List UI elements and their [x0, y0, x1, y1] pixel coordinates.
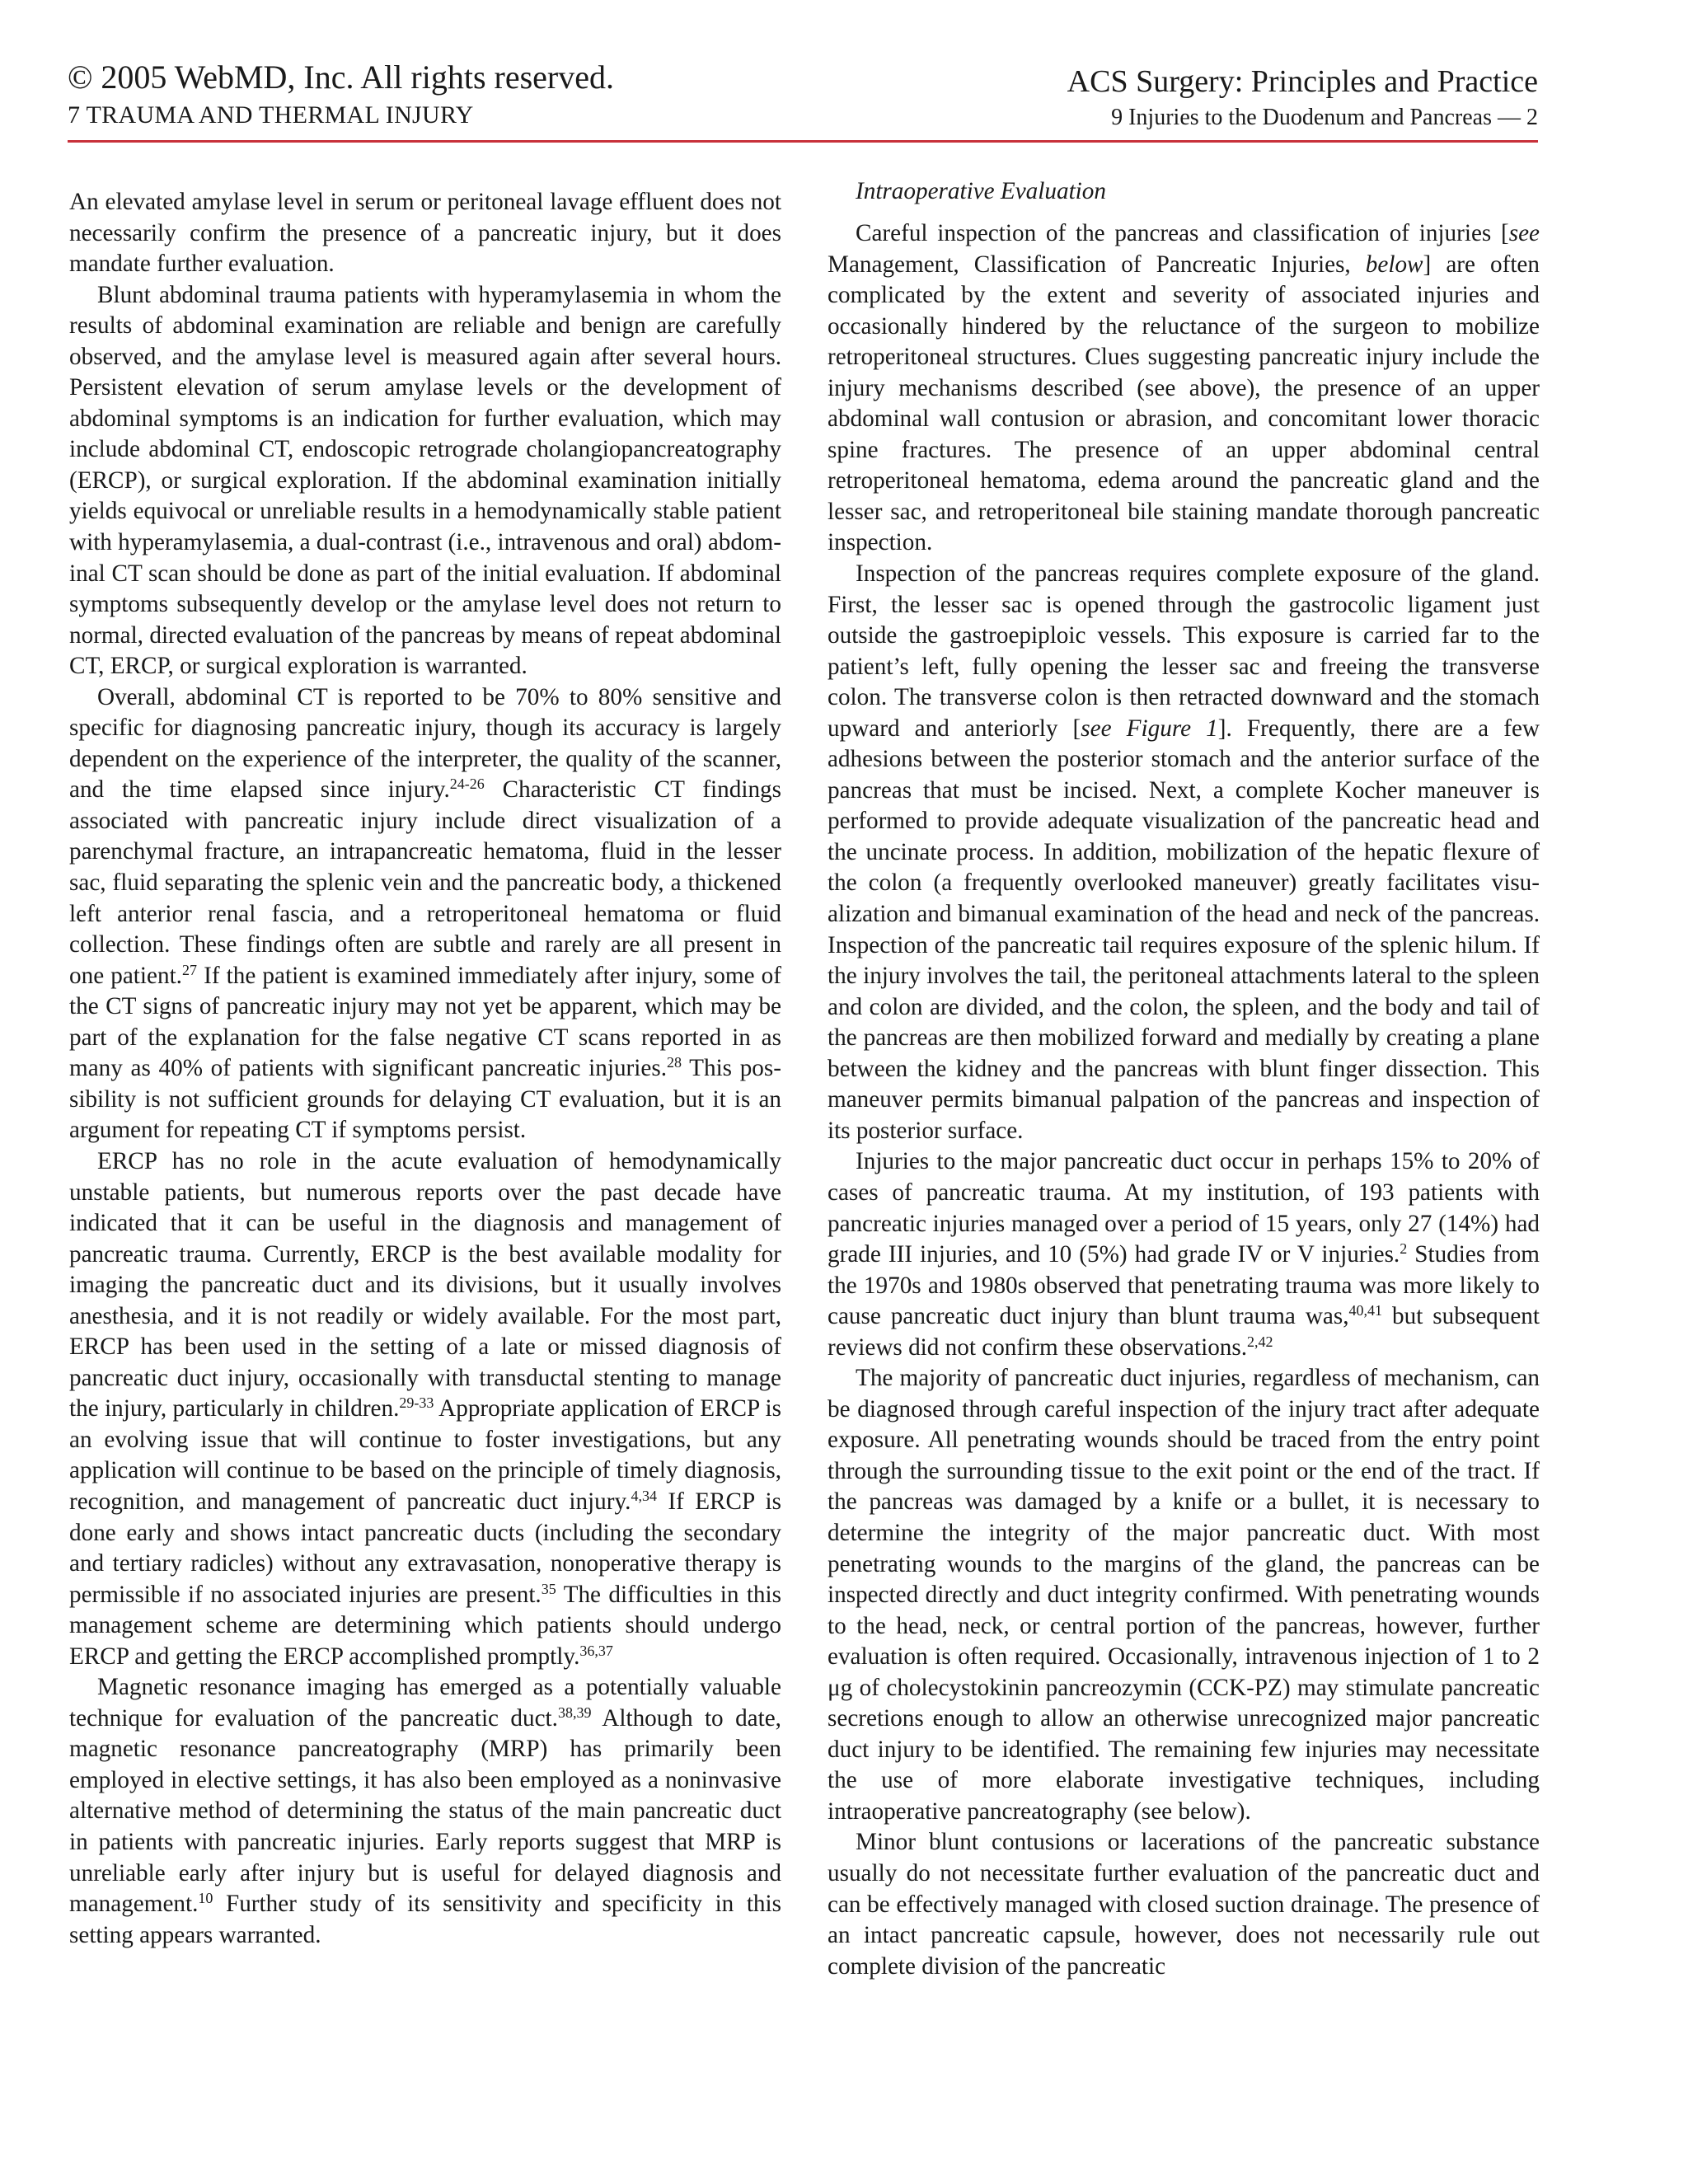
citation: 24-26 — [449, 776, 485, 793]
citation: 35 — [541, 1580, 556, 1597]
figure-reference: see Figure 1 — [1081, 715, 1218, 742]
left-column — [69, 187, 781, 1951]
citation: 10 — [198, 1890, 213, 1907]
section-title: 7 TRAUMA AND THERMAL INJURY — [68, 101, 474, 129]
paragraph: Inspection of the pancreas requires complete exposure of the gland. First, the lesser sac is opened through the gastrocolic ligament just outside the gastroepiploic vessels. This exposure is carried far to the patient’s left, fully opening the lesser sac and freeing the transverse colon. The transverse colon is then retracted downward and the stomach upward and anteriorly [see Figure 1]. Frequently, there are a few adhesions between the posterior stomach and the anterior surface of the pancreas that must be incised. Next, a complete Kocher maneuver is performed to provide adequate visualization of the pancreatic head and the uncinate process. In addition, mobilization of the hepatic flexure of the colon (a frequently overlooked maneuver) greatly facilitates visualization and bimanual examination of the head and neck of the pancreas. Inspection of the pancreatic tail requires exposure of the splenic hilum. If the injury involves the tail, the peritoneal attachments lateral to the spleen and colon are divided, and the colon, the spleen, and the body and tail of the pancreas are then mobilized forward and medially by creating a plane between the kidney and the pancreas with blunt finger dissection. This maneuver permits bimanual palpation of the pancreas and inspection of its posterior surface. — [828, 560, 1540, 1144]
citation: 2 — [1400, 1240, 1408, 1258]
paragraph: Blunt abdominal trauma patients with hyperamylasemia in whom the results of abdominal examination are reliable and benign are carefully observed, and the amylase level is measured again after several hours. Persistent elevation of serum amylase levels or the development of abdominal symptoms is an indication for further evaluation, which may include abdominal CT, endoscopic retrograde cholangiopancreatography (ERCP), or surgical exploration. If the abdominal examination initially yields equivocal or unreliable results in a hemodynamically stable patient with hyperamylasemia, a dual-contrast (i.e., intravenous and oral) abdominal CT scan should be done as part of the initial evaluation. If abdominal symptoms subsequently develop or the amylase level does not return to normal, directed evaluation of the pancreas by means of repeat abdominal CT, ERCP, or surgical exploration is warranted. — [69, 281, 781, 680]
paragraph: ERCP has no role in the acute evaluation of hemodynamically unstable patients, but numerous reports over the past decade have indicated that it can be useful in the diagnosis and management of pancreatic trauma. Currently, ERCP is the best available modality for imaging the pancreatic duct and its divisions, but it usually involves anesthesia, and it is not readily or widely available. For the most part, ERCP has been used in the setting of a late or missed diagnosis of pancreatic duct injury, occasionally with transductal stenting to manage the injury, particularly in children.$^{29-33}$ Appropriate application of ERCP is an evolving issue that will continue to foster investigations, but any application will continue to be based on the principle of timely diagnosis, recognition, and management of pancreatic duct injury.$^{4,34}$ If ERCP is done early and shows intact pancreatic ducts (including the secondary and tertiary radicles) without any extravasation, nonoperative therapy is permissible if no associated injuries are present.$^{35}$ The difficulties in this management scheme are determining which patients should undergo ERCP and getting the ERCP accomplished promptly.$^{36,37}$ — [69, 1147, 781, 1670]
paragraph: Careful inspection of the pancreas and classification of injuries [see Management, Classification of Pancreatic Injuries, below] are often complicated by the extent and severity of associated injuries and occasionally hindered by the reluctance of the surgeon to mobilize retroperitoneal structures. Clues suggesting pancreatic injury include the injury mechanisms described (see above), the presence of an upper abdominal wall contusion or abrasion, and concomitant lower thoracic spine fractures. The presence of an upper abdominal central retroperitoneal hematoma, edema around the pancreatic gland and the lesser sac, and retroperitoneal bile staining mandate thorough pancreatic inspection. — [828, 220, 1540, 556]
citation: 2,42 — [1247, 1333, 1273, 1350]
paragraph: Magnetic resonance imaging has emerged as a potentially valuable technique for evaluation of the pancreatic duct.$^{38,39}$ Although to date, magnetic resonance pancreatography (MRP) has primarily been employed in elective settings, it has also been employed as a noninvasive alternative method of determining the status of the main pancreatic duct in patients with pancreatic injuries. Early reports suggest that MRP is unreliable early after injury but is useful for delayed diagnosis and management.$^{10}$ Further study of its sensitivity and specificity in this setting appears warranted. — [69, 1674, 781, 1948]
citation: 38,39 — [557, 1704, 592, 1721]
copyright-notice: © 2005 WebMD, Inc. All rights reserved. — [68, 59, 614, 96]
citation: 27 — [181, 961, 197, 978]
paragraph: Minor blunt contusions or lacerations of the pancreatic substance usually do not necessitate further evaluation of the pancreatic duct and can be effectively managed with closed suction drainage. The presence of an intact pancreatic capsule, however, does not necessarily rule out complete division of the pancreatic — [828, 1829, 1540, 1980]
header-rule — [68, 140, 1538, 143]
citation: 28 — [667, 1054, 682, 1071]
chapter-title: 9 Injuries to the Duodenum and Pancreas — 2 — [1111, 105, 1538, 130]
citation: 36,37 — [579, 1642, 613, 1659]
book-title: ACS Surgery: Principles and Practice — [1067, 64, 1538, 99]
section-subheading: Intraoperative Evaluation — [856, 178, 1106, 204]
right-column — [828, 176, 1540, 1982]
paragraph: The majority of pancreatic duct injuries, regardless of mechanism, can be diagnosed through careful inspection of the injury tract after adequate exposure. All penetrating wounds should be traced from the entry point through the surrounding tissue to the exit point or the end of the tract. If the pancreas was damaged by a knife or a bullet, it is necessary to determine the integrity of the major pancreatic duct. With most penetrating wounds to the margins of the gland, the pancreas can be inspected directly and duct integrity confirmed. With penetrating wounds to the head, neck, or central portion of the pancreas, however, further evaluation is often required. Occasionally, intravenous injection of 1 to 2 μg of cholecystokinin pancreozymin (CCK-PZ) may stimulate pancreatic secretions enough to allow an otherwise unrecognized major pancreatic duct injury to be identified. The remaining few injuries may necessitate the use of more elaborate investigative techniques, including intraoperative pancreatography (see below). — [828, 1365, 1540, 1825]
citation: 40,41 — [1348, 1302, 1383, 1319]
citation: 29-33 — [399, 1394, 434, 1412]
paragraph: Overall, abdominal CT is reported to be 70% to 80% sensitive and specific for diagnosing pancreatic injury, though its accuracy is largely dependent on the experience of the interpreter, the quality of the scanner, and the time elapsed since injury.$^{24-26}$ Characteristic CT findings associated with pancreatic injury include direct visualization of a parenchymal fracture, an intrapancreatic hematoma, fluid in the lesser sac, fluid separating the splenic vein and the pancreatic body, a thickened left anterior renal fascia, and a retroperitoneal hematoma or fluid collection. These findings often are subtle and rarely are all present in one patient.$^{27}$ If the patient is examined immediately after injury, some of the CT signs of pancreatic injury may not yet be apparent, which may be part of the explanation for the false negative CT scans reported in as many as 40% of patients with significant pancreatic injuries.$^{28}$ This possibility is not sufficient grounds for delaying CT evaluation, but it is an argument for repeating CT if symptoms persist. — [69, 683, 781, 1144]
paragraph: An elevated amylase level in serum or peritoneal lavage effluent does not necessarily confirm the presence of a pancreatic injury, but it does mandate further evaluation. — [69, 189, 781, 278]
citation: 4,34 — [631, 1488, 657, 1505]
paragraph: Injuries to the major pancreatic duct occur in perhaps 15% to 20% of cases of pancreatic trauma. At my institution, of 193 patients with pancreatic injuries managed over a period of 15 years, only 27 (14%) had grade III injuries, and 10 (5%) had grade IV or V injuries.$^2$ Studies from the 1970s and 1980s observed that penetrating trauma was more likely to cause pancreatic duct injury than blunt trauma was,$^{40,41}$ but subsequent reviews did not confirm these observations.$^{2,42}$ — [828, 1148, 1540, 1361]
